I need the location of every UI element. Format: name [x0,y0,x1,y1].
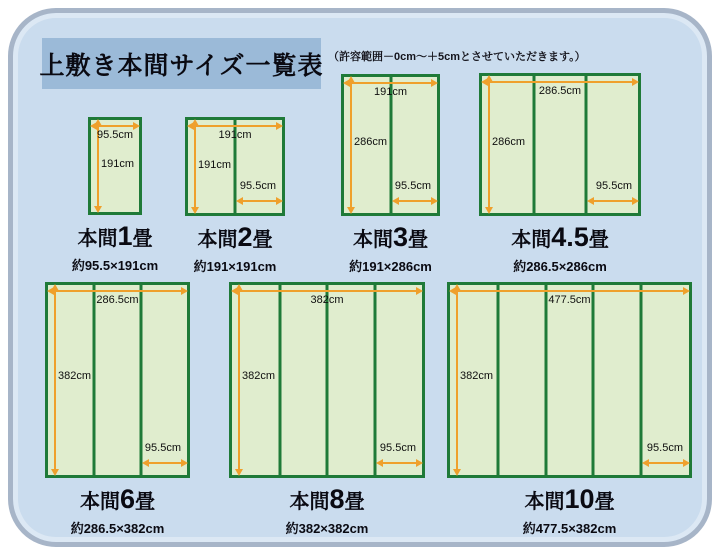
mat-rect [447,282,692,478]
width-arrow [483,81,637,83]
height-label: 191cm [198,158,232,171]
height-arrow [488,77,490,212]
mat-divider [326,285,329,475]
mat-width-label: 95.5cm [394,180,431,192]
mat-rect [341,74,440,216]
mat-rect [185,117,285,216]
mat-divider [496,285,499,475]
diagram-honma-2jo [185,117,285,274]
mat-divider [373,285,376,475]
width-label: 477.5cm [548,294,591,306]
mat-rect [88,117,142,215]
mat-divider [592,285,595,475]
height-arrow [456,286,458,474]
mat-width-arrow [644,462,688,464]
width-arrow [189,125,281,127]
width-arrow [233,290,421,292]
diagram-honma-8jo [229,282,425,536]
diagram-size: 約191×286cm [349,258,432,274]
mat-width-label: 95.5cm [595,180,632,192]
diagram-caption [460,478,680,537]
mat-rect [479,73,641,216]
mat-divider [640,285,643,475]
diagram-honma-10jo [447,282,692,536]
width-arrow [451,290,688,292]
diagram-name: 本間10畳 [524,484,615,514]
diagram-name: 本間8畳 [289,484,365,514]
mat-width-label: 95.5cm [646,442,683,454]
mat-width-label: 95.5cm [379,442,416,454]
diagram-honma-3jo [341,74,440,274]
diagram-honma-1jo [71,117,159,273]
diagram-caption [450,216,670,275]
diagram-name: 本間3畳 [352,222,429,252]
height-label: 286cm [492,135,526,148]
mat-divider [544,285,547,475]
diagram-name: 本間2畳 [197,222,273,252]
width-label: 286.5cm [538,85,582,97]
diagram-size: 約95.5×191cm [71,257,159,273]
width-label: 191cm [218,129,252,141]
height-label: 382cm [460,370,494,383]
mat-width-arrow [378,462,422,464]
mat-width-label: 95.5cm [144,442,181,454]
diagram-size: 約286.5×286cm [513,258,607,274]
mat-divider [278,285,281,475]
mat-width-arrow [144,462,186,464]
width-label: 382cm [310,294,344,306]
height-arrow [350,78,352,212]
page-title: 上敷き本間サイズ一覧表 [42,38,321,89]
mat-width-arrow [394,200,437,202]
height-label: 382cm [58,370,92,383]
height-label: 191cm [101,158,135,171]
diagram-honma-4-5jo [479,73,641,274]
height-label: 382cm [242,370,276,383]
diagram-honma-6jo [45,282,190,536]
mat-width-arrow [238,200,281,202]
diagram-name: 本間4.5畳 [511,222,609,252]
mat-divider [532,76,535,213]
mat-divider [139,285,142,475]
diagram-size: 約477.5×382cm [522,520,617,536]
diagram-caption [8,478,228,537]
width-arrow [49,290,186,292]
diagram-caption [217,478,437,537]
mat-width-arrow [589,200,637,202]
diagram-size: 約286.5×382cm [70,520,165,536]
mat-rect [45,282,190,478]
diagram-size: 約382×382cm [285,520,369,536]
diagram-name: 本間6畳 [79,484,156,514]
width-label: 95.5cm [96,129,134,141]
mat-width-label: 95.5cm [239,180,276,192]
tolerance-note: （許容範囲－0cm～＋5cmとさせていただきます。） [328,51,586,63]
height-arrow [54,286,56,474]
width-label: 286.5cm [96,294,139,306]
width-label: 191cm [373,86,408,98]
diagram-name: 本間1畳 [77,221,153,251]
width-arrow [345,82,436,84]
height-label: 286cm [354,136,388,149]
height-arrow [238,286,240,474]
diagram-size: 約191×191cm [193,258,277,274]
mat-divider [585,76,588,213]
mat-divider [93,285,96,475]
mat-rect [229,282,425,478]
height-arrow [194,121,196,212]
